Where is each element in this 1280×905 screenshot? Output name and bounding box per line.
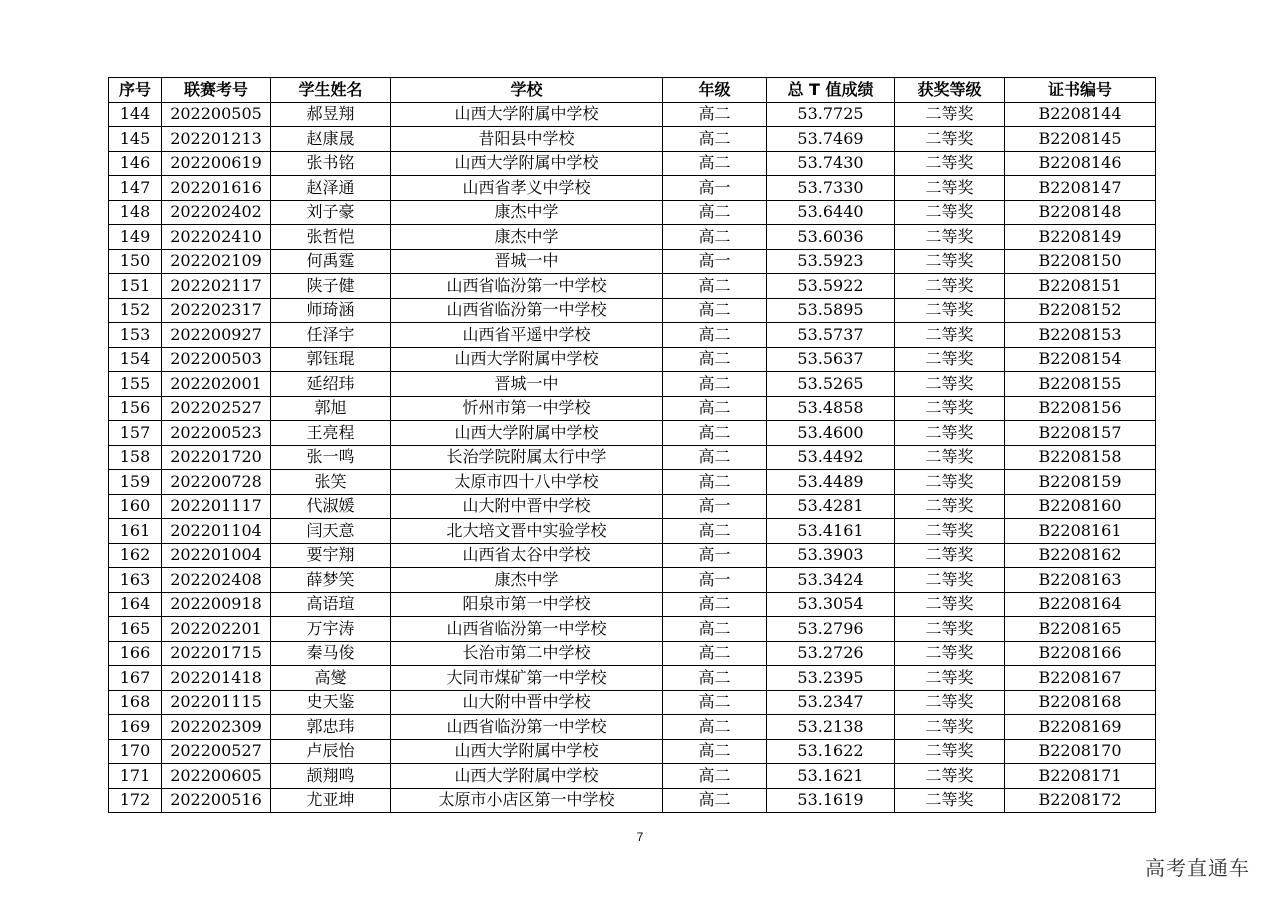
- table-header: [109, 78, 1156, 103]
- grade-cell: 高二: [663, 274, 767, 299]
- grade-cell: 高一: [663, 249, 767, 274]
- serial-cell: 167: [109, 666, 162, 691]
- results-table: [108, 77, 1156, 813]
- school-cell: 山西省平遥中学校: [391, 323, 663, 348]
- table-row: [109, 592, 1156, 617]
- table-row: [109, 298, 1156, 323]
- school-cell: 山西大学附属中学校: [391, 764, 663, 789]
- student-name-cell: 张笑: [271, 470, 391, 495]
- score-cell: 53.4858: [767, 396, 895, 421]
- grade-cell: 高二: [663, 617, 767, 642]
- table-row: [109, 494, 1156, 519]
- certificate-cell: B2208167: [1005, 666, 1156, 691]
- certificate-cell: B2208151: [1005, 274, 1156, 299]
- student-name-cell: 郭钰琨: [271, 347, 391, 372]
- score-cell: 53.7725: [767, 102, 895, 127]
- award-cell: 二等奖: [895, 715, 1005, 740]
- certificate-cell: B2208147: [1005, 176, 1156, 201]
- serial-cell: 157: [109, 421, 162, 446]
- exam-number-cell: 202202309: [162, 715, 271, 740]
- student-name-cell: 卢辰怡: [271, 739, 391, 764]
- table-row: [109, 176, 1156, 201]
- score-cell: 53.5265: [767, 372, 895, 397]
- student-name-cell: 颉翔鸣: [271, 764, 391, 789]
- exam-number-cell: 202200527: [162, 739, 271, 764]
- serial-cell: 161: [109, 519, 162, 544]
- student-name-cell: 师琦涵: [271, 298, 391, 323]
- student-name-cell: 闫天意: [271, 519, 391, 544]
- student-name-cell: 张一鸣: [271, 445, 391, 470]
- serial-cell: 170: [109, 739, 162, 764]
- school-cell: 山西大学附属中学校: [391, 151, 663, 176]
- student-name-cell: 赵康晟: [271, 127, 391, 152]
- exam-number-cell: 202202201: [162, 617, 271, 642]
- exam-number-cell: 202201418: [162, 666, 271, 691]
- certificate-cell: B2208149: [1005, 225, 1156, 250]
- exam-number-cell: 202200728: [162, 470, 271, 495]
- score-cell: 53.7430: [767, 151, 895, 176]
- grade-cell: 高二: [663, 151, 767, 176]
- header-award-level: 获奖等级: [895, 78, 1005, 103]
- certificate-cell: B2208153: [1005, 323, 1156, 348]
- exam-number-cell: 202200523: [162, 421, 271, 446]
- score-cell: 53.6440: [767, 200, 895, 225]
- table-row: [109, 249, 1156, 274]
- serial-cell: 159: [109, 470, 162, 495]
- school-cell: 北大培文晋中实验学校: [391, 519, 663, 544]
- certificate-cell: B2208165: [1005, 617, 1156, 642]
- score-cell: 53.3903: [767, 543, 895, 568]
- student-name-cell: 张书铭: [271, 151, 391, 176]
- certificate-cell: B2208157: [1005, 421, 1156, 446]
- serial-cell: 172: [109, 788, 162, 813]
- score-cell: 53.7330: [767, 176, 895, 201]
- student-name-cell: 高语瑄: [271, 592, 391, 617]
- certificate-cell: B2208161: [1005, 519, 1156, 544]
- score-cell: 53.2395: [767, 666, 895, 691]
- score-cell: 53.7469: [767, 127, 895, 152]
- header-exam-number: 联赛考号: [162, 78, 271, 103]
- serial-cell: 152: [109, 298, 162, 323]
- score-cell: 53.5922: [767, 274, 895, 299]
- table-row: [109, 666, 1156, 691]
- award-cell: 二等奖: [895, 470, 1005, 495]
- certificate-cell: B2208164: [1005, 592, 1156, 617]
- exam-number-cell: 202200505: [162, 102, 271, 127]
- student-name-cell: 史天鉴: [271, 690, 391, 715]
- exam-number-cell: 202202402: [162, 200, 271, 225]
- school-cell: 长治学院附属太行中学: [391, 445, 663, 470]
- table-row: [109, 200, 1156, 225]
- table-row: [109, 347, 1156, 372]
- score-cell: 53.4281: [767, 494, 895, 519]
- certificate-cell: B2208171: [1005, 764, 1156, 789]
- serial-cell: 169: [109, 715, 162, 740]
- exam-number-cell: 202202527: [162, 396, 271, 421]
- award-cell: 二等奖: [895, 641, 1005, 666]
- score-cell: 53.2138: [767, 715, 895, 740]
- student-name-cell: 刘子豪: [271, 200, 391, 225]
- exam-number-cell: 202200927: [162, 323, 271, 348]
- grade-cell: 高二: [663, 102, 767, 127]
- serial-cell: 162: [109, 543, 162, 568]
- school-cell: 昔阳县中学校: [391, 127, 663, 152]
- award-cell: 二等奖: [895, 592, 1005, 617]
- certificate-cell: B2208148: [1005, 200, 1156, 225]
- school-cell: 长治市第二中学校: [391, 641, 663, 666]
- student-name-cell: 郭旭: [271, 396, 391, 421]
- school-cell: 山西省临汾第一中学校: [391, 715, 663, 740]
- score-cell: 53.1621: [767, 764, 895, 789]
- score-cell: 53.5895: [767, 298, 895, 323]
- grade-cell: 高二: [663, 127, 767, 152]
- student-name-cell: 何禹霆: [271, 249, 391, 274]
- table-body: [109, 102, 1156, 813]
- table-row: [109, 739, 1156, 764]
- serial-cell: 164: [109, 592, 162, 617]
- table-row: [109, 715, 1156, 740]
- award-cell: 二等奖: [895, 764, 1005, 789]
- school-cell: 山西大学附属中学校: [391, 739, 663, 764]
- school-cell: 山西大学附属中学校: [391, 102, 663, 127]
- grade-cell: 高二: [663, 372, 767, 397]
- table-row: [109, 274, 1156, 299]
- certificate-cell: B2208144: [1005, 102, 1156, 127]
- header-total-t-score: 总 T 值成绩: [767, 78, 895, 103]
- score-cell: 53.5923: [767, 249, 895, 274]
- certificate-cell: B2208163: [1005, 568, 1156, 593]
- serial-cell: 155: [109, 372, 162, 397]
- grade-cell: 高二: [663, 764, 767, 789]
- student-name-cell: 秦马俊: [271, 641, 391, 666]
- certificate-cell: B2208145: [1005, 127, 1156, 152]
- table-row: [109, 323, 1156, 348]
- certificate-cell: B2208152: [1005, 298, 1156, 323]
- table-row: [109, 225, 1156, 250]
- grade-cell: 高二: [663, 519, 767, 544]
- grade-cell: 高二: [663, 298, 767, 323]
- exam-number-cell: 202200605: [162, 764, 271, 789]
- score-cell: 53.2347: [767, 690, 895, 715]
- table-row: [109, 764, 1156, 789]
- score-cell: 53.4161: [767, 519, 895, 544]
- exam-number-cell: 202200918: [162, 592, 271, 617]
- exam-number-cell: 202202109: [162, 249, 271, 274]
- award-cell: 二等奖: [895, 543, 1005, 568]
- award-cell: 二等奖: [895, 445, 1005, 470]
- serial-cell: 171: [109, 764, 162, 789]
- award-cell: 二等奖: [895, 323, 1005, 348]
- score-cell: 53.4600: [767, 421, 895, 446]
- serial-cell: 144: [109, 102, 162, 127]
- serial-cell: 168: [109, 690, 162, 715]
- score-cell: 53.4489: [767, 470, 895, 495]
- student-name-cell: 高燮: [271, 666, 391, 691]
- exam-number-cell: 202201715: [162, 641, 271, 666]
- serial-cell: 146: [109, 151, 162, 176]
- grade-cell: 高二: [663, 739, 767, 764]
- watermark-text: 高考直通车: [1145, 856, 1250, 880]
- grade-cell: 高二: [663, 421, 767, 446]
- score-cell: 53.1622: [767, 739, 895, 764]
- student-name-cell: 任泽宇: [271, 323, 391, 348]
- serial-cell: 154: [109, 347, 162, 372]
- student-name-cell: 代淑媛: [271, 494, 391, 519]
- table-row: [109, 543, 1156, 568]
- certificate-cell: B2208169: [1005, 715, 1156, 740]
- serial-cell: 163: [109, 568, 162, 593]
- school-cell: 晋城一中: [391, 249, 663, 274]
- school-cell: 山西省临汾第一中学校: [391, 617, 663, 642]
- student-name-cell: 王亮程: [271, 421, 391, 446]
- award-cell: 二等奖: [895, 274, 1005, 299]
- grade-cell: 高二: [663, 592, 767, 617]
- table-row: [109, 127, 1156, 152]
- serial-cell: 165: [109, 617, 162, 642]
- certificate-cell: B2208172: [1005, 788, 1156, 813]
- header-row: [109, 78, 1156, 103]
- award-cell: 二等奖: [895, 176, 1005, 201]
- certificate-cell: B2208170: [1005, 739, 1156, 764]
- award-cell: 二等奖: [895, 298, 1005, 323]
- score-cell: 53.3424: [767, 568, 895, 593]
- serial-cell: 147: [109, 176, 162, 201]
- exam-number-cell: 202201115: [162, 690, 271, 715]
- student-name-cell: 陕子健: [271, 274, 391, 299]
- grade-cell: 高一: [663, 543, 767, 568]
- grade-cell: 高二: [663, 347, 767, 372]
- page-number: 7: [636, 830, 644, 844]
- award-cell: 二等奖: [895, 519, 1005, 544]
- school-cell: 山大附中晋中学校: [391, 494, 663, 519]
- award-cell: 二等奖: [895, 102, 1005, 127]
- award-cell: 二等奖: [895, 617, 1005, 642]
- certificate-cell: B2208150: [1005, 249, 1156, 274]
- student-name-cell: 郭忠玮: [271, 715, 391, 740]
- certificate-cell: B2208159: [1005, 470, 1156, 495]
- serial-cell: 150: [109, 249, 162, 274]
- school-cell: 山西省临汾第一中学校: [391, 274, 663, 299]
- exam-number-cell: 202201104: [162, 519, 271, 544]
- serial-cell: 151: [109, 274, 162, 299]
- student-name-cell: 要宇翔: [271, 543, 391, 568]
- serial-cell: 148: [109, 200, 162, 225]
- serial-cell: 145: [109, 127, 162, 152]
- certificate-cell: B2208158: [1005, 445, 1156, 470]
- school-cell: 康杰中学: [391, 225, 663, 250]
- table-row: [109, 102, 1156, 127]
- exam-number-cell: 202200503: [162, 347, 271, 372]
- school-cell: 山大附中晋中学校: [391, 690, 663, 715]
- award-cell: 二等奖: [895, 739, 1005, 764]
- table-row: [109, 396, 1156, 421]
- score-cell: 53.4492: [767, 445, 895, 470]
- certificate-cell: B2208162: [1005, 543, 1156, 568]
- table-row: [109, 445, 1156, 470]
- school-cell: 山西大学附属中学校: [391, 421, 663, 446]
- school-cell: 大同市煤矿第一中学校: [391, 666, 663, 691]
- award-cell: 二等奖: [895, 200, 1005, 225]
- exam-number-cell: 202201213: [162, 127, 271, 152]
- grade-cell: 高二: [663, 396, 767, 421]
- header-certificate-number: 证书编号: [1005, 78, 1156, 103]
- certificate-cell: B2208156: [1005, 396, 1156, 421]
- header-grade: 年级: [663, 78, 767, 103]
- serial-cell: 166: [109, 641, 162, 666]
- award-cell: 二等奖: [895, 568, 1005, 593]
- award-cell: 二等奖: [895, 494, 1005, 519]
- header-serial: 序号: [109, 78, 162, 103]
- certificate-cell: B2208155: [1005, 372, 1156, 397]
- school-cell: 康杰中学: [391, 568, 663, 593]
- student-name-cell: 郝昱翔: [271, 102, 391, 127]
- certificate-cell: B2208166: [1005, 641, 1156, 666]
- exam-number-cell: 202201720: [162, 445, 271, 470]
- school-cell: 山西省临汾第一中学校: [391, 298, 663, 323]
- header-school: 学校: [391, 78, 663, 103]
- award-cell: 二等奖: [895, 249, 1005, 274]
- certificate-cell: B2208146: [1005, 151, 1156, 176]
- award-cell: 二等奖: [895, 788, 1005, 813]
- certificate-cell: B2208160: [1005, 494, 1156, 519]
- award-cell: 二等奖: [895, 347, 1005, 372]
- exam-number-cell: 202202410: [162, 225, 271, 250]
- student-name-cell: 延绍玮: [271, 372, 391, 397]
- certificate-cell: B2208154: [1005, 347, 1156, 372]
- score-cell: 53.2796: [767, 617, 895, 642]
- header-student-name: 学生姓名: [271, 78, 391, 103]
- award-cell: 二等奖: [895, 690, 1005, 715]
- exam-number-cell: 202202001: [162, 372, 271, 397]
- school-cell: 康杰中学: [391, 200, 663, 225]
- score-cell: 53.6036: [767, 225, 895, 250]
- grade-cell: 高二: [663, 690, 767, 715]
- grade-cell: 高一: [663, 176, 767, 201]
- grade-cell: 高二: [663, 666, 767, 691]
- grade-cell: 高二: [663, 225, 767, 250]
- serial-cell: 160: [109, 494, 162, 519]
- table-row: [109, 568, 1156, 593]
- school-cell: 山西省孝义中学校: [391, 176, 663, 201]
- school-cell: 太原市四十八中学校: [391, 470, 663, 495]
- serial-cell: 149: [109, 225, 162, 250]
- exam-number-cell: 202201616: [162, 176, 271, 201]
- table-row: [109, 470, 1156, 495]
- grade-cell: 高二: [663, 200, 767, 225]
- exam-number-cell: 202202317: [162, 298, 271, 323]
- exam-number-cell: 202201117: [162, 494, 271, 519]
- school-cell: 阳泉市第一中学校: [391, 592, 663, 617]
- exam-number-cell: 202200516: [162, 788, 271, 813]
- serial-cell: 156: [109, 396, 162, 421]
- score-cell: 53.5737: [767, 323, 895, 348]
- table-row: [109, 151, 1156, 176]
- student-name-cell: 张哲恺: [271, 225, 391, 250]
- grade-cell: 高二: [663, 323, 767, 348]
- award-cell: 二等奖: [895, 372, 1005, 397]
- score-cell: 53.1619: [767, 788, 895, 813]
- school-cell: 山西省太谷中学校: [391, 543, 663, 568]
- score-cell: 53.3054: [767, 592, 895, 617]
- award-cell: 二等奖: [895, 151, 1005, 176]
- grade-cell: 高一: [663, 568, 767, 593]
- student-name-cell: 万宇涛: [271, 617, 391, 642]
- grade-cell: 高二: [663, 715, 767, 740]
- grade-cell: 高二: [663, 445, 767, 470]
- table-row: [109, 372, 1156, 397]
- table-row: [109, 690, 1156, 715]
- table-row: [109, 421, 1156, 446]
- certificate-cell: B2208168: [1005, 690, 1156, 715]
- award-cell: 二等奖: [895, 396, 1005, 421]
- school-cell: 太原市小店区第一中学校: [391, 788, 663, 813]
- table-row: [109, 641, 1156, 666]
- exam-number-cell: 202200619: [162, 151, 271, 176]
- school-cell: 晋城一中: [391, 372, 663, 397]
- grade-cell: 高二: [663, 641, 767, 666]
- school-cell: 山西大学附属中学校: [391, 347, 663, 372]
- exam-number-cell: 202201004: [162, 543, 271, 568]
- student-name-cell: 赵泽通: [271, 176, 391, 201]
- table-row: [109, 617, 1156, 642]
- grade-cell: 高二: [663, 788, 767, 813]
- award-cell: 二等奖: [895, 225, 1005, 250]
- student-name-cell: 尤亚坤: [271, 788, 391, 813]
- serial-cell: 158: [109, 445, 162, 470]
- table-row: [109, 788, 1156, 813]
- score-cell: 53.2726: [767, 641, 895, 666]
- serial-cell: 153: [109, 323, 162, 348]
- grade-cell: 高二: [663, 470, 767, 495]
- exam-number-cell: 202202408: [162, 568, 271, 593]
- grade-cell: 高一: [663, 494, 767, 519]
- table-row: [109, 519, 1156, 544]
- award-cell: 二等奖: [895, 127, 1005, 152]
- exam-number-cell: 202202117: [162, 274, 271, 299]
- award-cell: 二等奖: [895, 666, 1005, 691]
- school-cell: 忻州市第一中学校: [391, 396, 663, 421]
- award-cell: 二等奖: [895, 421, 1005, 446]
- score-cell: 53.5637: [767, 347, 895, 372]
- student-name-cell: 薛梦笑: [271, 568, 391, 593]
